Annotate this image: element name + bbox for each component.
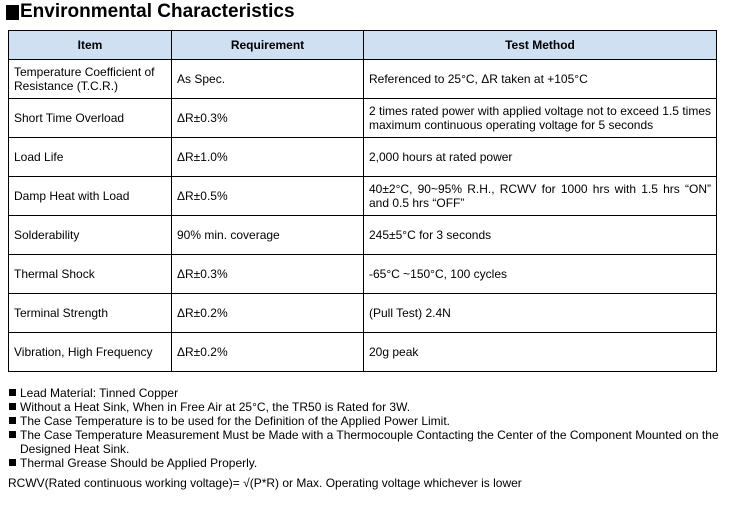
- table-row: [9, 60, 717, 99]
- cell-test-method: Referenced to 25°C, ΔR taken at +105°C: [364, 60, 717, 99]
- cell-requirement: ΔR±0.5%: [172, 177, 364, 216]
- square-bullet-icon: [9, 389, 16, 396]
- environmental-characteristics-table: [8, 30, 717, 372]
- square-root-icon: √: [243, 476, 250, 490]
- cell-item: Vibration, High Frequency: [9, 333, 172, 372]
- cell-item: Terminal Strength: [9, 294, 172, 333]
- table-row: [9, 294, 717, 333]
- list-item: [8, 386, 723, 400]
- cell-requirement: 90% min. coverage: [172, 216, 364, 255]
- cell-test-method: 2 times rated power with applied voltage not to exceed 1.5 times maximum continuous operating voltage for 5 seconds: [364, 99, 717, 138]
- cell-item: Temperature Coefficient of Resistance (T.C.R.): [9, 60, 172, 99]
- cell-test-method: 245±5°C for 3 seconds: [364, 216, 717, 255]
- note-text: The Case Temperature Measurement Must be Made with a Thermocouple Contacting the Center of the Component Mounted on the Designed Heat Sink.: [20, 428, 719, 456]
- cell-item: Short Time Overload: [9, 99, 172, 138]
- table-row: [9, 177, 717, 216]
- table-row: [9, 255, 717, 294]
- cell-test-method: 2,000 hours at rated power: [364, 138, 717, 177]
- square-bullet-icon: [9, 431, 16, 438]
- cell-requirement: ΔR±0.3%: [172, 255, 364, 294]
- cell-requirement: ΔR±0.3%: [172, 99, 364, 138]
- table-row: [9, 333, 717, 372]
- note-text: Thermal Grease Should be Applied Properly.: [20, 456, 258, 470]
- header-test-method: Test Method: [364, 31, 717, 60]
- rcwv-prefix: RCWV(Rated continuous working voltage)=: [8, 476, 244, 490]
- cell-item: Thermal Shock: [9, 255, 172, 294]
- rcwv-definition: [8, 476, 522, 490]
- square-bullet-icon: [9, 459, 16, 466]
- table-header-row: [9, 31, 717, 60]
- list-item: [8, 456, 723, 470]
- header-requirement: Requirement: [172, 31, 364, 60]
- square-bullet-icon: [9, 417, 16, 424]
- table-row: [9, 99, 717, 138]
- cell-requirement: ΔR±1.0%: [172, 138, 364, 177]
- cell-requirement: ΔR±0.2%: [172, 294, 364, 333]
- notes-list: [8, 386, 723, 470]
- note-text: Without a Heat Sink, When in Free Air at 25°C, the TR50 is Rated for 3W.: [20, 400, 411, 414]
- list-item: [8, 400, 723, 414]
- cell-test-method: (Pull Test) 2.4N: [364, 294, 717, 333]
- table-row: [9, 216, 717, 255]
- cell-test-method: -65°C ~150°C, 100 cycles: [364, 255, 717, 294]
- note-text: The Case Temperature is to be used for the Definition of the Applied Power Limit.: [20, 414, 451, 428]
- table-row: [9, 138, 717, 177]
- list-item: [8, 428, 723, 456]
- cell-item: Damp Heat with Load: [9, 177, 172, 216]
- section-title: [6, 1, 295, 23]
- rcwv-suffix: (P*R) or Max. Operating voltage whichever is lower: [249, 476, 522, 490]
- cell-item: Solderability: [9, 216, 172, 255]
- cell-item: Load Life: [9, 138, 172, 177]
- header-item: Item: [9, 31, 172, 60]
- cell-test-method: 20g peak: [364, 333, 717, 372]
- title-square-icon: [6, 5, 19, 20]
- section-title-text: Environmental Characteristics: [20, 1, 295, 22]
- square-bullet-icon: [9, 403, 16, 410]
- note-text: Lead Material: Tinned Copper: [20, 386, 179, 400]
- cell-requirement: ΔR±0.2%: [172, 333, 364, 372]
- cell-test-method: 40±2°C, 90~95% R.H., RCWV for 1000 hrs with 1.5 hrs “ON” and 0.5 hrs “OFF”: [364, 177, 717, 216]
- list-item: [8, 414, 723, 428]
- cell-requirement: As Spec.: [172, 60, 364, 99]
